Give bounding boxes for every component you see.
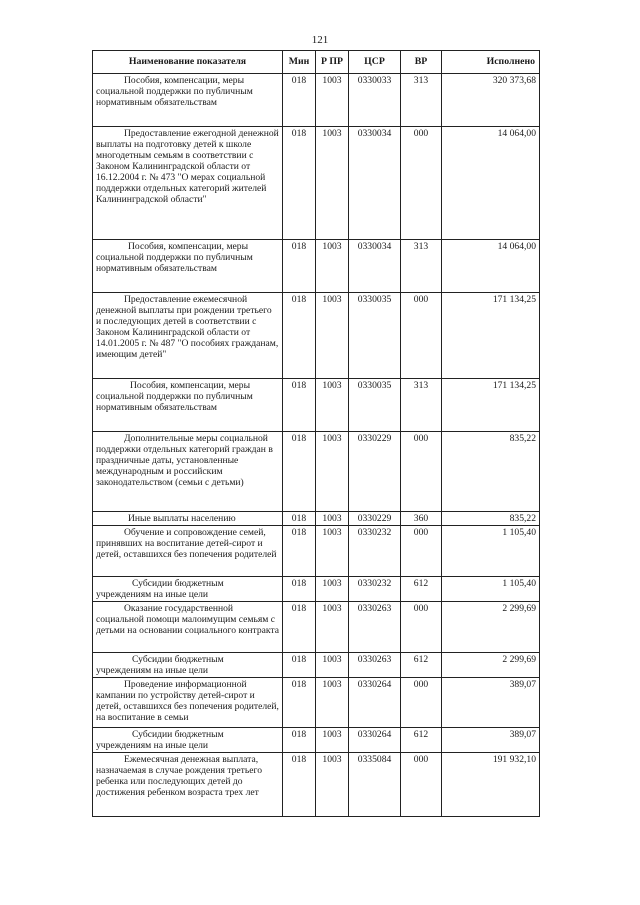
row-name-cell: Субсидии бюджетным учреждениям на иные цели xyxy=(93,653,283,678)
table-row xyxy=(93,728,540,753)
table-row xyxy=(93,293,540,379)
row-amount-cell: 1 105,40 xyxy=(442,577,540,602)
row-min-cell: 018 xyxy=(283,602,316,653)
header-csr: ЦСР xyxy=(349,51,401,74)
budget-execution-table xyxy=(92,50,540,817)
table-row xyxy=(93,432,540,512)
row-csr-cell: 0330263 xyxy=(349,602,401,653)
row-min-cell: 018 xyxy=(283,653,316,678)
row-rpr-cell: 1003 xyxy=(316,602,349,653)
row-rpr-cell: 1003 xyxy=(316,293,349,379)
row-vr-cell: 000 xyxy=(401,602,442,653)
header-amount: Исполнено xyxy=(442,51,540,74)
row-rpr-cell: 1003 xyxy=(316,653,349,678)
row-name-cell: Оказание государственной социальной помощи малоимущим семьям с детьми на основании социального контракта xyxy=(93,602,283,653)
row-rpr-cell: 1003 xyxy=(316,728,349,753)
row-vr-cell: 313 xyxy=(401,240,442,293)
row-min-cell: 018 xyxy=(283,379,316,432)
table-row xyxy=(93,127,540,240)
row-amount-cell: 171 134,25 xyxy=(442,379,540,432)
row-amount-cell: 14 064,00 xyxy=(442,127,540,240)
row-min-cell: 018 xyxy=(283,127,316,240)
row-min-cell: 018 xyxy=(283,728,316,753)
row-rpr-cell: 1003 xyxy=(316,512,349,526)
row-vr-cell: 000 xyxy=(401,432,442,512)
row-amount-cell: 2 299,69 xyxy=(442,602,540,653)
row-rpr-cell: 1003 xyxy=(316,379,349,432)
row-name-cell: Дополнительные меры социальной поддержки отдельных категорий граждан в праздничные даты, установленные международным и российским законодательством (семьи с детьми) xyxy=(93,432,283,512)
table-row xyxy=(93,512,540,526)
row-vr-cell: 612 xyxy=(401,653,442,678)
row-amount-cell: 320 373,68 xyxy=(442,74,540,127)
row-csr-cell: 0330264 xyxy=(349,678,401,728)
row-min-cell: 018 xyxy=(283,240,316,293)
row-vr-cell: 000 xyxy=(401,678,442,728)
row-vr-cell: 612 xyxy=(401,728,442,753)
row-name-cell: Субсидии бюджетным учреждениям на иные цели xyxy=(93,728,283,753)
row-min-cell: 018 xyxy=(283,512,316,526)
header-min: Мин xyxy=(283,51,316,74)
row-rpr-cell: 1003 xyxy=(316,526,349,577)
row-csr-cell: 0330229 xyxy=(349,512,401,526)
row-min-cell: 018 xyxy=(283,526,316,577)
row-csr-cell: 0330264 xyxy=(349,728,401,753)
table-row xyxy=(93,526,540,577)
row-vr-cell: 000 xyxy=(401,127,442,240)
row-vr-cell: 000 xyxy=(401,293,442,379)
row-amount-cell: 2 299,69 xyxy=(442,653,540,678)
row-min-cell: 018 xyxy=(283,74,316,127)
row-vr-cell: 000 xyxy=(401,526,442,577)
row-name-cell: Проведение информационной кампании по устройству детей-сирот и детей, оставшихся без попечения родителей, на воспитание в семьи xyxy=(93,678,283,728)
row-amount-cell: 389,07 xyxy=(442,678,540,728)
row-csr-cell: 0330229 xyxy=(349,432,401,512)
table-row xyxy=(93,379,540,432)
row-csr-cell: 0330035 xyxy=(349,293,401,379)
row-csr-cell: 0330263 xyxy=(349,653,401,678)
row-vr-cell: 000 xyxy=(401,753,442,817)
row-rpr-cell: 1003 xyxy=(316,432,349,512)
row-amount-cell: 14 064,00 xyxy=(442,240,540,293)
row-name-cell: Субсидии бюджетным учреждениям на иные цели xyxy=(93,577,283,602)
table-row xyxy=(93,678,540,728)
row-csr-cell: 0330034 xyxy=(349,240,401,293)
table-header-row xyxy=(93,51,540,74)
row-rpr-cell: 1003 xyxy=(316,577,349,602)
page-number: 121 xyxy=(311,34,329,46)
row-rpr-cell: 1003 xyxy=(316,74,349,127)
row-rpr-cell: 1003 xyxy=(316,240,349,293)
table-row xyxy=(93,653,540,678)
row-min-cell: 018 xyxy=(283,753,316,817)
row-csr-cell: 0330035 xyxy=(349,379,401,432)
table-row xyxy=(93,74,540,127)
row-min-cell: 018 xyxy=(283,293,316,379)
row-amount-cell: 389,07 xyxy=(442,728,540,753)
table-row xyxy=(93,753,540,817)
row-min-cell: 018 xyxy=(283,678,316,728)
row-amount-cell: 171 134,25 xyxy=(442,293,540,379)
header-rpr: Р ПР xyxy=(316,51,349,74)
row-csr-cell: 0330033 xyxy=(349,74,401,127)
row-csr-cell: 0330034 xyxy=(349,127,401,240)
row-amount-cell: 1 105,40 xyxy=(442,526,540,577)
row-csr-cell: 0335084 xyxy=(349,753,401,817)
row-name-cell: Пособия, компенсации, меры социальной поддержки по публичным нормативным обязательствам xyxy=(93,240,283,293)
row-vr-cell: 360 xyxy=(401,512,442,526)
row-rpr-cell: 1003 xyxy=(316,127,349,240)
table-row xyxy=(93,602,540,653)
table-row xyxy=(93,577,540,602)
header-vr: ВР xyxy=(401,51,442,74)
row-csr-cell: 0330232 xyxy=(349,526,401,577)
row-csr-cell: 0330232 xyxy=(349,577,401,602)
row-name-cell: Ежемесячная денежная выплата, назначаемая в случае рождения третьего ребенка или последующих детей до достижения ребенком возраста трех лет xyxy=(93,753,283,817)
row-rpr-cell: 1003 xyxy=(316,678,349,728)
row-min-cell: 018 xyxy=(283,577,316,602)
row-amount-cell: 835,22 xyxy=(442,512,540,526)
row-name-cell: Пособия, компенсации, меры социальной поддержки по публичным нормативным обязательствам xyxy=(93,379,283,432)
row-amount-cell: 191 932,10 xyxy=(442,753,540,817)
row-vr-cell: 313 xyxy=(401,74,442,127)
row-vr-cell: 612 xyxy=(401,577,442,602)
header-name: Наименование показателя xyxy=(93,51,283,74)
row-min-cell: 018 xyxy=(283,432,316,512)
row-name-cell: Обучение и сопровождение семей, принявших на воспитание детей-сирот и детей, оставшихся без попечения родителей xyxy=(93,526,283,577)
row-name-cell: Пособия, компенсации, меры социальной поддержки по публичным нормативным обязательствам xyxy=(93,74,283,127)
row-vr-cell: 313 xyxy=(401,379,442,432)
row-amount-cell: 835,22 xyxy=(442,432,540,512)
row-name-cell: Предоставление ежегодной денежной выплаты на подготовку детей к школе многодетным семьям в соответствии с Законом Калининградской области от 16.12.2004 г. № 473 "О мерах социальной поддержки отдельных категорий жителей Калининградской области" xyxy=(93,127,283,240)
table-row xyxy=(93,240,540,293)
row-name-cell: Иные выплаты населению xyxy=(93,512,283,526)
row-rpr-cell: 1003 xyxy=(316,753,349,817)
row-name-cell: Предоставление ежемесячной денежной выплаты при рождении третьего и последующих детей в соответствии с Законом Калининградской области от 14.01.2005 г. № 487 "О пособиях гражданам, имеющим детей" xyxy=(93,293,283,379)
